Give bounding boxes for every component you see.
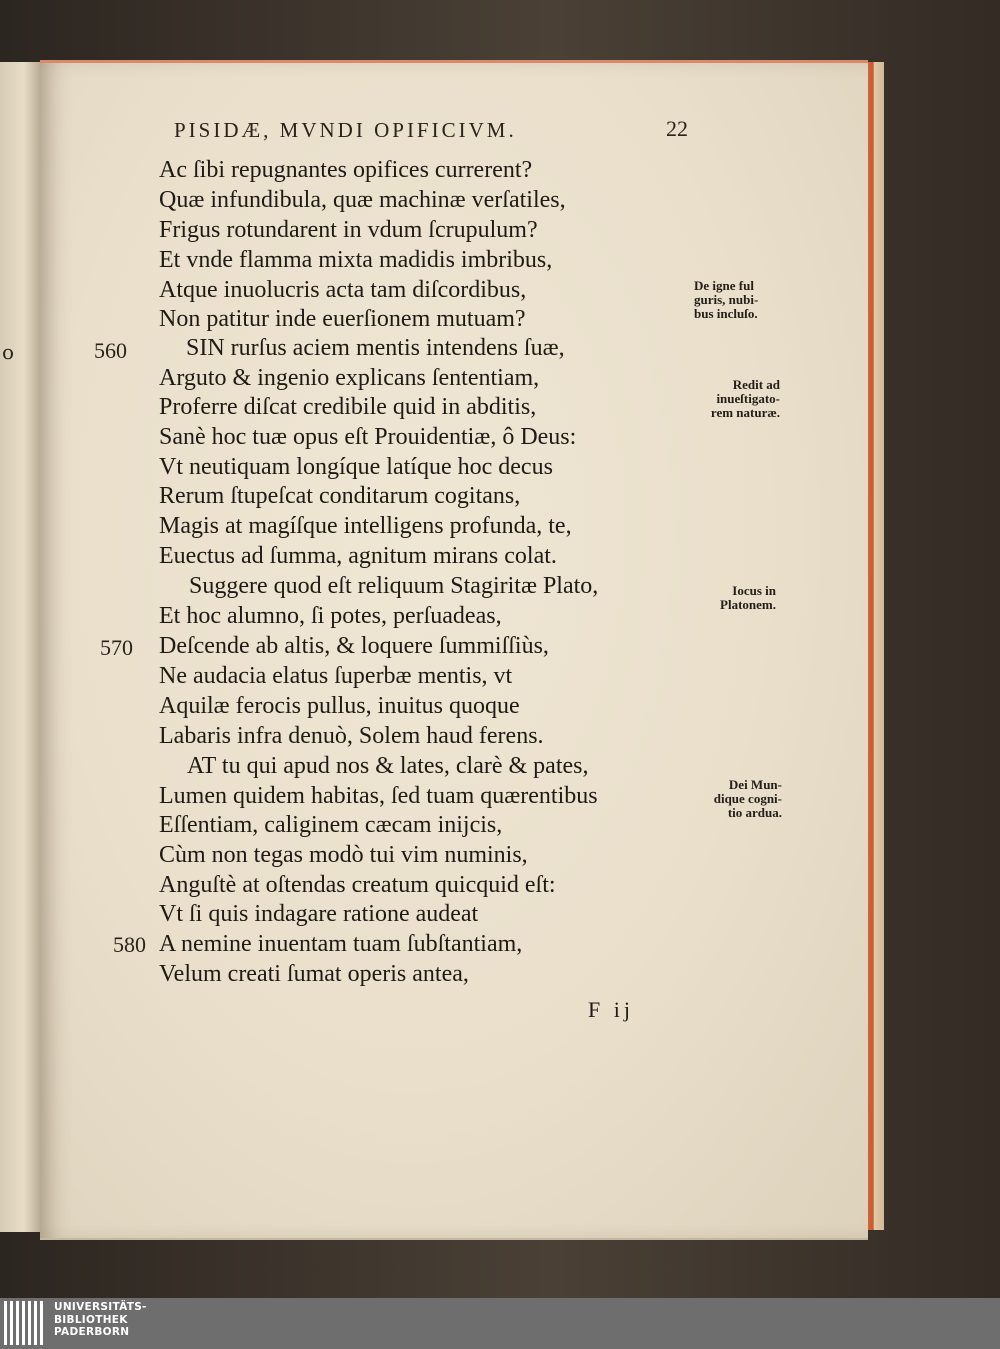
verse-line: AT tu qui apud nos & lates, clarè & pates, (187, 753, 589, 779)
verse-line: Vt ſi quis indagare ratione audeat (159, 901, 479, 927)
line-number: 560 (94, 338, 127, 363)
verse-line: Anguſtè at oſtendas creatum quicquid eſt: (159, 872, 556, 898)
verse-line: Suggere quod eſt reliquum Stagiritæ Plato, (189, 573, 599, 599)
verse-line: Eſſentiam, caliginem cæcam inijcis, (159, 812, 503, 838)
margin-note: De igne ful guris, nubi- bus incluſo. (694, 278, 759, 321)
margin-note: Redit ad inueſtigato- rem naturæ. (710, 377, 780, 420)
folio-number: 22 (666, 116, 688, 141)
verse-line: Cùm non tegas modò tui vim numinis, (159, 842, 528, 868)
line-number: 570 (100, 635, 133, 660)
library-name: UNIVERSITÄTS- BIBLIOTHEK PADERBORN (54, 1301, 147, 1338)
verse-line: Euectus ad ſumma, agnitum mirans colat. (159, 543, 557, 569)
margin-note: Dei Mun- dique cogni- tio ardua. (713, 777, 782, 820)
verse-line: Quæ infundibula, quæ machinæ verſatiles, (159, 187, 566, 213)
verse-line: Ac ſibi repugnantes opifices currerent? (159, 157, 533, 183)
verse-line: Vt neutiquam longíque latíque hoc decus (159, 454, 553, 480)
verse-line: Velum creati ſumat operis antea, (159, 961, 469, 987)
facing-page-fragment: o (2, 340, 15, 364)
margin-note: Iocus in Platonem. (720, 583, 776, 612)
library-footer (0, 1298, 1000, 1349)
verse-line: Proferre diſcat credibile quid in abditis, (159, 394, 537, 420)
verse-line: Ne audacia elatus ſuperbæ mentis, vt (159, 663, 513, 689)
verse-line: Deſcende ab altis, & loquere ſummiſſiùs, (159, 633, 549, 659)
running-head: PISIDÆ, MVNDI OPIFICIVM. (174, 118, 517, 142)
verse-line: Sanè hoc tuæ opus eſt Prouidentiæ, ô Deus: (159, 424, 577, 450)
library-logo-icon (4, 1301, 48, 1345)
verse-line: Arguto & ingenio explicans ſententiam, (159, 365, 540, 391)
verse-line: Et vnde flamma mixta madidis imbribus, (159, 247, 553, 273)
verse-line: A nemine inuentam tuam ſubſtantiam, (159, 931, 523, 957)
verse-line: Frigus rotundarent in vdum ſcrupulum? (159, 217, 538, 243)
verse-line: SIN rurſus aciem mentis intendens ſuæ, (186, 335, 565, 361)
signature-mark: F ij (588, 997, 634, 1022)
verse-line: Et hoc alumno, ſi potes, perſuadeas, (159, 603, 502, 629)
verse-line: Aquilæ ferocis pullus, inuitus quoque (159, 693, 520, 719)
verse-line: Rerum ſtupeſcat conditarum cogitans, (159, 483, 521, 509)
verse-line: Atque inuolucris acta tam diſcordibus, (159, 277, 527, 303)
verse-line: Labaris infra denuò, Solem haud ferens. (159, 723, 544, 749)
verse-line: Lumen quidem habitas, ſed tuam quærentibus (159, 783, 598, 809)
verse-line: Non patitur inde euerſionem mutuam? (159, 306, 526, 332)
verse-line: Magis at magíſque intelligens profunda, te, (159, 513, 572, 539)
page-edge (866, 62, 884, 1230)
line-number: 580 (113, 932, 146, 957)
facing-page (0, 62, 42, 1232)
